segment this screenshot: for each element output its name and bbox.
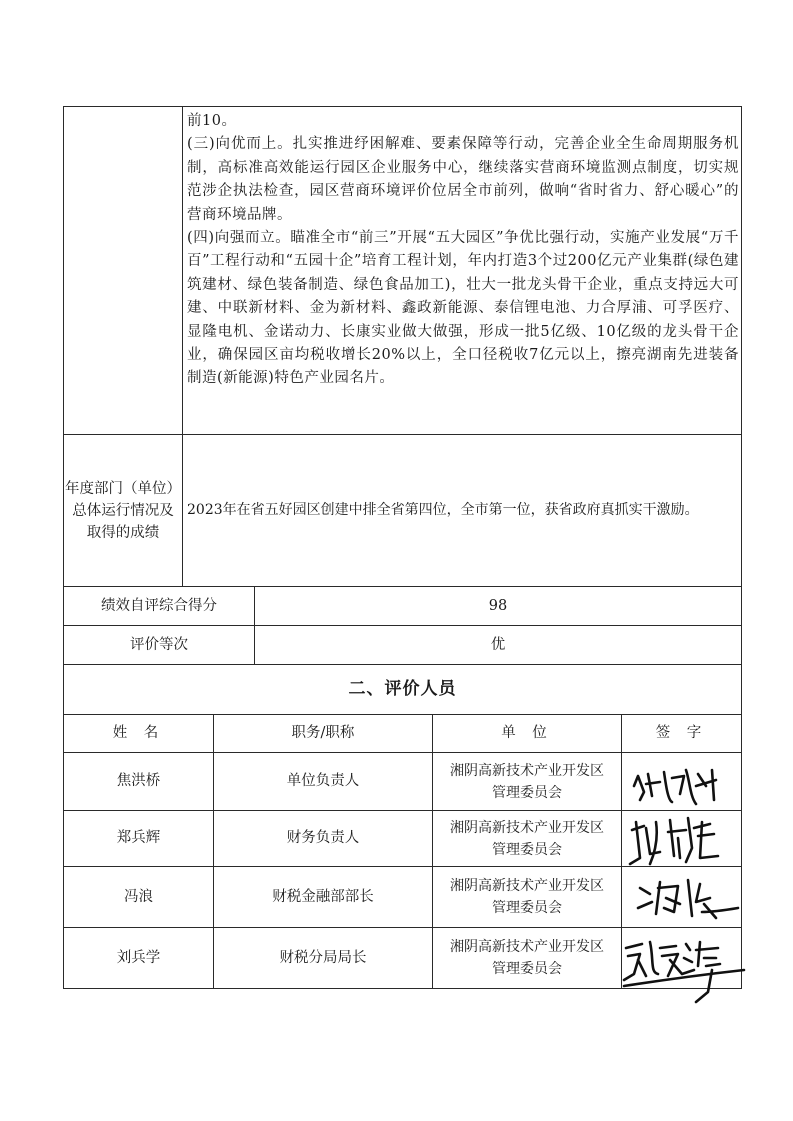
signature-mark <box>626 808 736 870</box>
overview-label <box>64 435 182 586</box>
person-unit-line1: 湘阴高新技术产业开发区 <box>450 878 604 894</box>
signature-mark <box>620 930 746 1010</box>
grade-label: 评价等次 <box>130 636 188 653</box>
overview-label-line2: 总体运行情况及 <box>72 502 174 519</box>
person-name: 刘兵学 <box>116 949 161 966</box>
overview-label-line3: 取得的成绩 <box>86 524 160 541</box>
section-title: 二、评价人员 <box>348 679 457 699</box>
signature-mark <box>626 756 734 812</box>
person-unit <box>433 753 621 810</box>
header-unit: 单 位 <box>501 725 553 741</box>
person-unit <box>433 928 621 988</box>
overview-text-value: 2023年在省五好园区创建中排全省第四位，全市第一位，获省政府真抓实干激励。 <box>187 502 699 518</box>
person-position: 财税金融部部长 <box>272 888 374 905</box>
person-unit-line1: 湘阴高新技术产业开发区 <box>450 939 604 955</box>
intro-fragment: 前10。 <box>187 113 237 129</box>
header-signature: 签 字 <box>655 725 708 741</box>
person-position: 财税分局局长 <box>279 949 367 966</box>
score-value: 98 <box>488 597 508 614</box>
measure-three: (三)向优而上。扎实推进纾困解难、要素保障等行动，完善企业全生命周期服务机制，高标准高效能运行园区企业服务中心，继续落实营商环境监测点制度，切实规范涉企执法检查，园区营商环境评价位居全市前列，做响“省时省力、舒心暖心”的营商环境品牌。 <box>187 136 739 223</box>
person-name: 焦洪桥 <box>116 773 161 789</box>
person-unit-line2: 管理委员会 <box>492 841 562 858</box>
header-position: 职务/职称 <box>291 725 355 741</box>
person-unit-line2: 管理委员会 <box>492 900 562 916</box>
person-name: 郑兵辉 <box>116 830 161 846</box>
grade-value: 优 <box>490 636 506 653</box>
measure-four: (四)向强而立。瞄准全市“前三”开展“五大园区”争优比强行动，实施产业发展“万千百”工程行动和“五园十企”培育工程计划，年内打造3个过200亿元产业集群(绿色建筑建材、绿色装备制造、绿色食品加工)，壮大一批龙头骨干企业，重点支持远大可建、中联新材料、金为新材料、鑫政新能源、泰信锂电池、力合厚浦、可孚医疗、显隆电机、金诺动力、长康实业做大做强，形成一批5亿级、10亿级的龙头骨干企业，确保园区亩均税收增长20%以上，全口径税收7亿元以上，擦亮湖南先进装备制造(新能源)特色产业园名片。 <box>187 230 739 387</box>
person-position: 财务负责人 <box>286 830 360 846</box>
person-unit-line2: 管理委员会 <box>492 961 562 977</box>
overview-text <box>183 435 741 586</box>
person-unit-line1: 湘阴高新技术产业开发区 <box>450 819 604 836</box>
score-label: 绩效自评综合得分 <box>101 597 217 614</box>
header-name: 姓 名 <box>112 725 165 741</box>
person-unit-line2: 管理委员会 <box>492 784 562 801</box>
measures-text <box>187 110 739 391</box>
person-name: 冯浪 <box>124 888 153 905</box>
person-position: 单位负责人 <box>286 773 360 789</box>
overview-label-line1: 年度部门（单位） <box>65 480 181 497</box>
signature-mark <box>630 868 740 926</box>
person-unit-line1: 湘阴高新技术产业开发区 <box>450 762 604 779</box>
person-unit <box>433 867 621 927</box>
person-unit <box>433 811 621 866</box>
